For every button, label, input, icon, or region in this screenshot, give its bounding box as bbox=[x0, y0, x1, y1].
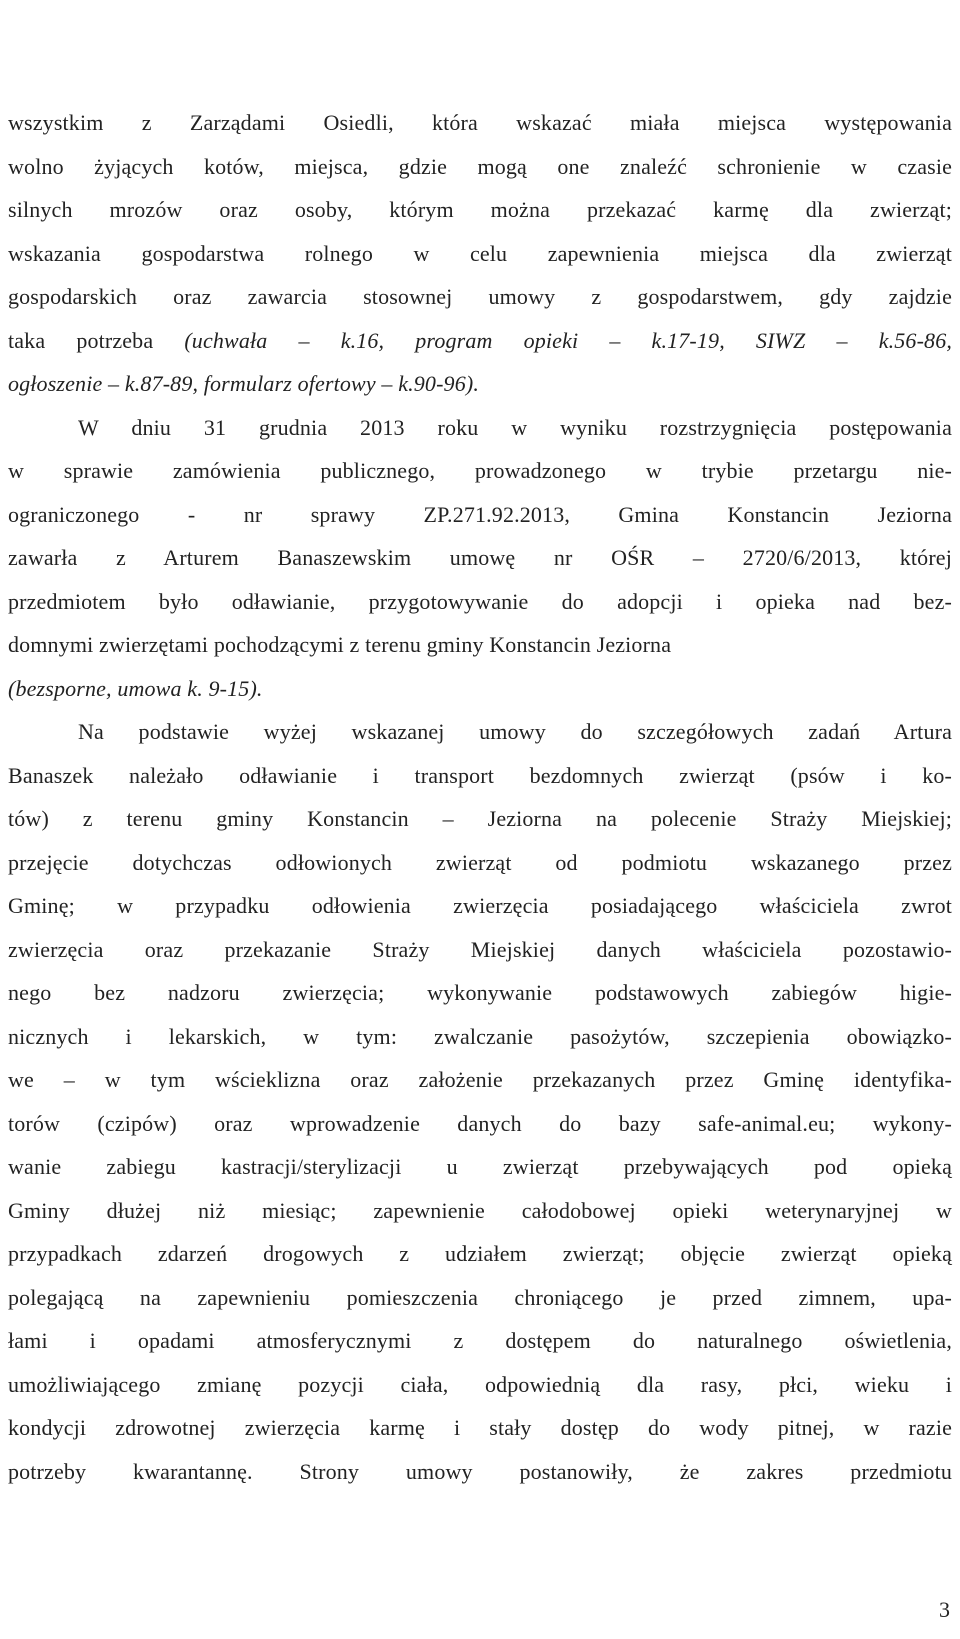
text-line-content: wskazania gospodarstwa rolnego w celu zapewnienia miejsca dla zwierząt bbox=[8, 240, 952, 266]
text-line-content: Banaszek należało odławianie i transport bezdomnych zwierząt (psów i ko- bbox=[8, 762, 952, 788]
text-line-content: ograniczonego - nr sprawy ZP.271.92.2013, Gmina Konstancin Jeziorna bbox=[8, 501, 952, 527]
text-line-content: przedmiotem było odławianie, przygotowywanie do adopcji i opieka nad bez- bbox=[8, 588, 952, 614]
text-line bbox=[8, 587, 952, 617]
text-line bbox=[8, 1239, 952, 1269]
text-line-content: silnych mrozów oraz osoby, którym można przekazać karmę dla zwierząt; bbox=[8, 197, 952, 222]
text-line-content: torów (czipów) oraz wprowadzenie danych do bazy safe-animal.eu; wykony- bbox=[8, 1110, 952, 1136]
text-line bbox=[8, 326, 952, 356]
text-line-content: gospodarskich oraz zawarcia stosownej umowy z gospodarstwem, gdy zajdzie bbox=[8, 284, 952, 309]
text-line bbox=[8, 1457, 952, 1487]
text-line-content: nego bez nadzoru zwierzęcia; wykonywanie podstawowych zabiegów higie- bbox=[8, 980, 952, 1005]
text-line bbox=[8, 239, 952, 269]
text-line-content: wanie zabiegu kastracji/sterylizacji u zwierząt przebywających pod opieką bbox=[8, 1154, 952, 1179]
text-line bbox=[8, 630, 952, 660]
text-line bbox=[8, 1283, 952, 1313]
text-line bbox=[8, 761, 952, 791]
text-line bbox=[8, 1196, 952, 1226]
text-line bbox=[8, 108, 952, 138]
text-line bbox=[8, 1065, 952, 1095]
text-line bbox=[8, 369, 952, 399]
text-line bbox=[8, 543, 952, 573]
text-line-content: nicznych i lekarskich, w tym: zwalczanie pasożytów, szczepienia obowiązko- bbox=[8, 1023, 952, 1049]
text-line-content: Gminę; w przypadku odłowienia zwierzęcia posiadającego właściciela zwrot bbox=[8, 893, 952, 918]
text-line bbox=[8, 282, 952, 312]
text-line-content: kondycji zdrowotnej zwierzęcia karmę i stały dostęp do wody pitnej, w razie bbox=[8, 1415, 952, 1440]
text-line bbox=[8, 152, 952, 182]
text-line bbox=[8, 1152, 952, 1182]
text-line-content: Na podstawie wyżej wskazanej umowy do szczegółowych zadań Artura bbox=[78, 719, 952, 744]
text-line-content: przejęcie dotychczas odłowionych zwierząt od podmiotu wskazanego przez bbox=[8, 849, 952, 875]
text-line-content: tów) z terenu gminy Konstancin – Jeziorna na polecenie Straży Miejskiej; bbox=[8, 806, 952, 831]
text-line bbox=[8, 804, 952, 834]
text-line bbox=[8, 1022, 952, 1052]
text-line bbox=[78, 717, 952, 747]
text-line-content: potrzeby kwarantannę. Strony umowy postanowiły, że zakres przedmiotu bbox=[8, 1458, 952, 1484]
text-line bbox=[78, 413, 952, 443]
page-number: 3 bbox=[939, 1597, 950, 1622]
text-line bbox=[8, 891, 952, 921]
text-line bbox=[8, 195, 952, 225]
text-line-content: w sprawie zamówienia publicznego, prowadzonego w trybie przetargu nie- bbox=[8, 458, 952, 483]
text-line-content: (bezsporne, umowa k. 9-15). bbox=[8, 675, 263, 701]
text-line bbox=[8, 935, 952, 965]
text-line-content: polegającą na zapewnieniu pomieszczenia chroniącego je przed zimnem, upa- bbox=[8, 1284, 952, 1310]
text-line-content: zwierzęcia oraz przekazanie Straży Miejskiej danych właściciela pozostawio- bbox=[8, 936, 952, 962]
text-line-content: zawarła z Arturem Banaszewskim umowę nr OŚR – 2720/6/2013, której bbox=[8, 545, 952, 570]
text-line-content: domnymi zwierzętami pochodzącymi z terenu gminy Konstancin Jeziorna bbox=[8, 632, 672, 657]
text-line-content: we – w tym wścieklizna oraz założenie przekazanych przez Gminę identyfika- bbox=[8, 1067, 952, 1092]
text-line-content: Gminy dłużej niż miesiąc; zapewnienie całodobowej opieki weterynaryjnej w bbox=[8, 1197, 952, 1223]
text-line bbox=[8, 1326, 952, 1356]
text-line-content: ogłoszenie – k.87-89, formularz ofertowy – k.90-96). bbox=[8, 371, 479, 396]
text-line-content: W dniu 31 grudnia 2013 roku w wyniku rozstrzygnięcia postępowania bbox=[78, 414, 952, 440]
text-line bbox=[8, 848, 952, 878]
text-line-content: umożliwiającego zmianę pozycji ciała, odpowiednią dla rasy, płci, wieku i bbox=[8, 1371, 952, 1397]
text-line-content: wolno żyjących kotów, miejsca, gdzie mogą one znaleźć schronienie w czasie bbox=[8, 153, 952, 179]
text-line bbox=[8, 1413, 952, 1443]
text-line bbox=[8, 978, 952, 1008]
text-line bbox=[8, 674, 952, 704]
text-line-content: wszystkim z Zarządami Osiedli, która wskazać miała miejsca występowania bbox=[8, 110, 952, 135]
text-line-content: łami i opadami atmosferycznymi z dostępem do naturalnego oświetlenia, bbox=[8, 1328, 952, 1353]
text-line bbox=[8, 1109, 952, 1139]
text-line-content: taka potrzeba bbox=[8, 327, 154, 353]
text-line-content: przypadkach zdarzeń drogowych z udziałem zwierząt; objęcie zwierząt opieką bbox=[8, 1241, 952, 1266]
text-line bbox=[8, 500, 952, 530]
text-line bbox=[8, 1370, 952, 1400]
text-line-citation: (uchwała – k.16, program opieki – k.17-19, SIWZ – k.56-86, bbox=[153, 327, 952, 353]
text-line bbox=[8, 456, 952, 486]
